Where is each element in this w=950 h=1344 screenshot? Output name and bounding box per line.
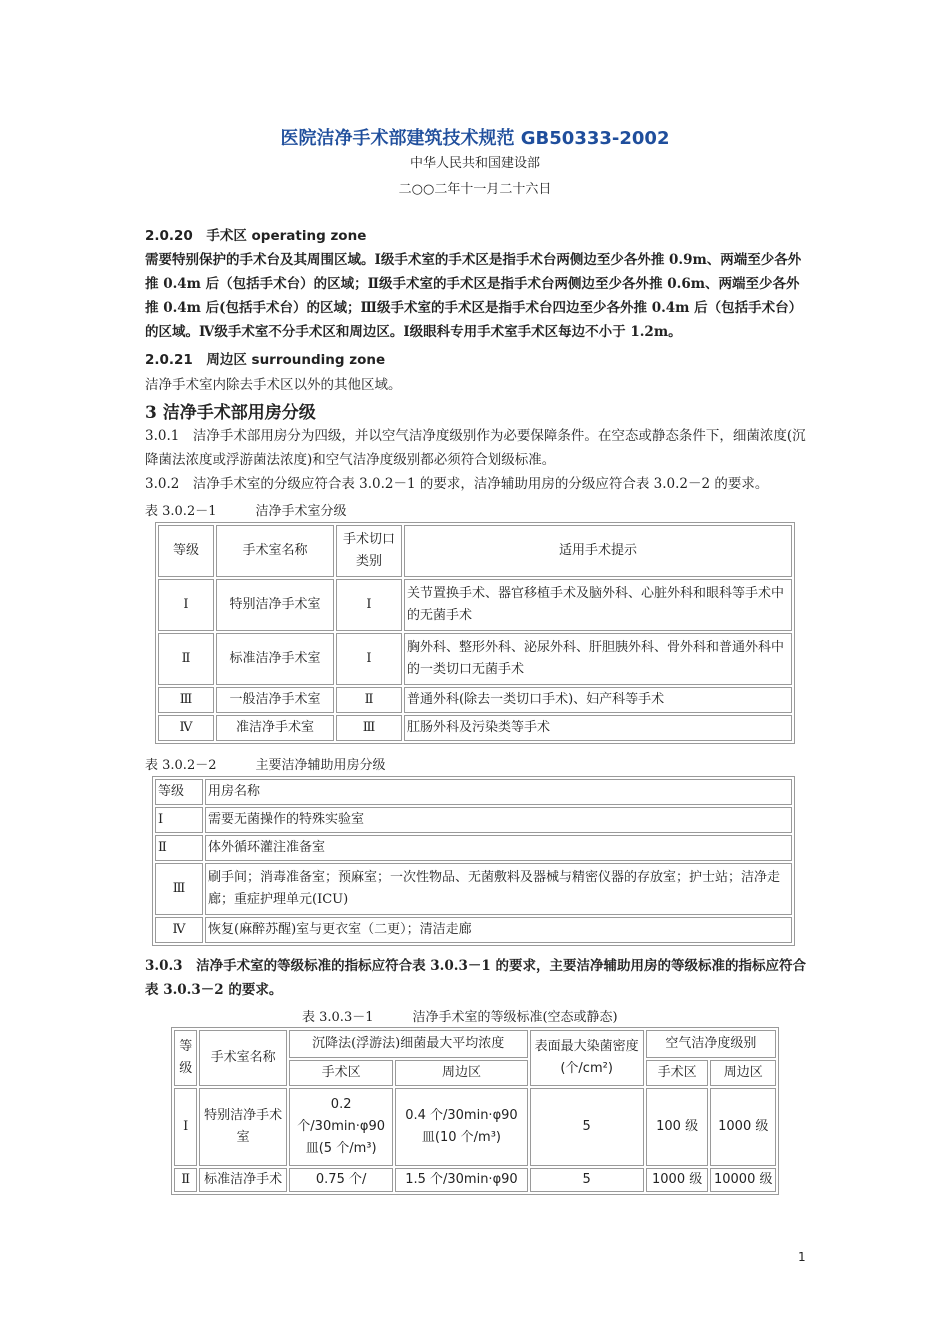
table2-caption: 表 3.0.2－2 主要洁净辅助用房分级 [145, 758, 386, 773]
table3-header-air: 空气洁净度级别 [646, 1030, 776, 1058]
table3-cell: 1000 级 [710, 1088, 776, 1166]
table1-cell: Ⅲ [158, 687, 214, 713]
section-3-0-3: 3.0.3 洁净手术室的等级标准的指标应符合表 3.0.3－1 的要求，主要洁净辅助用房的等级标准的指标应符合表 3.0.3－2 的要求。 [145, 958, 806, 998]
section-2-0-21-body: 洁净手术室内除去手术区以外的其他区域。 [145, 377, 402, 393]
table2-cell: Ⅳ [155, 917, 203, 943]
table1-cell: 关节置换手术、器官移植手术及脑外科、心脏外科和眼科等手术中的无菌手术 [404, 579, 792, 631]
table1-cell: 准洁净手术室 [216, 715, 334, 741]
table-row [155, 863, 792, 915]
table3-header-bac-op: 手术区 [289, 1060, 394, 1086]
page-number: 1 [798, 1250, 806, 1264]
table-row [155, 917, 792, 943]
table2-cell: 刷手间；消毒准备室；预麻室；一次性物品、无菌敷料及器械与精密仪器的存放室；护士站；洁净走廊；重症护理单元(ICU) [205, 863, 792, 915]
table1-cell: 胸外科、整形外科、泌尿外科、肝胆胰外科、骨外科和普通外科中的一类切口无菌手术 [404, 633, 792, 685]
table1-cell: Ⅳ [158, 715, 214, 741]
table1-cell: 肛肠外科及污染类等手术 [404, 715, 792, 741]
table3-cell: 标准洁净手术 [199, 1168, 287, 1192]
table3-cell: 10000 级 [710, 1168, 776, 1192]
table3-cell: 1000 级 [646, 1168, 709, 1192]
table1-cell: 一般洁净手术室 [216, 687, 334, 713]
table3-header-bac-sur: 周边区 [395, 1060, 527, 1086]
table3-header-grade: 等级 [174, 1030, 197, 1086]
table1-cell: Ⅰ [336, 633, 402, 685]
table3-header-surface-unit: (个/cm²) [560, 1061, 613, 1076]
table2-cell: 恢复(麻醉苏醒)室与更衣室（二更）；清洁走廊 [205, 917, 792, 943]
table-row [158, 633, 792, 685]
chapter-3-title: 3 洁净手术部用房分级 [145, 403, 316, 423]
table1-cell: Ⅰ [158, 579, 214, 631]
table2-cell: Ⅰ [155, 807, 203, 833]
table1-cell: 标准洁净手术室 [216, 633, 334, 685]
table-row [174, 1168, 776, 1192]
issuer: 中华人民共和国建设部 [409, 156, 540, 171]
table1-cell: 普通外科(除去一类切口手术)、妇产科等手术 [404, 687, 792, 713]
section-3-0-2: 3.0.2 洁净手术室的分级应符合表 3.0.2－1 的要求，洁净辅助用房的分级应符合表 3.0.2－2 的要求。 [145, 476, 769, 492]
section-3-0-1: 3.0.1 洁净手术部用房分为四级，并以空气洁净度级别作为必要保障条件。在空态或静态条件下，细菌浓度(沉降菌法浓度或浮游菌法浓度)和空气洁净度级别都必须符合划级标准。 [145, 428, 806, 468]
table3-header-air-sur: 周边区 [710, 1060, 776, 1086]
table2-cell: Ⅱ [155, 835, 203, 861]
table1-cell: Ⅱ [336, 687, 402, 713]
table-row [158, 579, 792, 631]
section-2-0-21-heading: 2.0.21 周边区 surrounding zone [145, 352, 386, 368]
table-3-0-2-1 [155, 522, 795, 744]
table-row [155, 835, 792, 861]
table3-cell: 0.75 个/ [289, 1168, 394, 1192]
table-3-0-3-1 [171, 1027, 779, 1195]
section-2-0-20-heading: 2.0.20 手术区 operating zone [145, 228, 367, 244]
table2-header-grade: 等级 [155, 779, 203, 805]
table3-cell: 0.4 个/30min·φ90 皿(10 个/m³) [395, 1088, 527, 1166]
table3-header-surface-label: 表面最大染菌密度 [534, 1039, 639, 1054]
table3-caption: 表 3.0.3－1 洁净手术室的等级标准(空态或静态) [302, 1010, 618, 1025]
table3-header-air-op: 手术区 [646, 1060, 709, 1086]
table1-header-cut: 手术切口类别 [336, 525, 402, 577]
table3-cell: 1.5 个/30min·φ90 [395, 1168, 527, 1192]
table3-cell: 特别洁净手术室 [199, 1088, 287, 1166]
table3-cell: 100 级 [646, 1088, 709, 1166]
table2-cell: Ⅲ [155, 863, 203, 915]
section-2-0-20-body: 需要特别保护的手术台及其周围区域。Ⅰ级手术室的手术区是指手术台两侧边至少各外推 0.9m、两端至少各外推 0.4m 后（包括手术台）的区域；Ⅱ级手术室的手术区是指手术台两侧边至少各外推 0.6m、两端至少各外推 0.4m 后(包括手术台）的区域；Ⅲ级手术室的手术区是指手术台四边至少各外推 0.4m 后（包括手术台）的区域。Ⅳ级手术室不分手术区和周边区。Ⅰ级眼科专用手术室手术区每边不小于 1.2m。 [145, 252, 803, 340]
table3-header-surface [530, 1030, 644, 1086]
table3-cell: 0.2 个/30min·φ90 皿(5 个/m³) [289, 1088, 394, 1166]
table1-cell: Ⅱ [158, 633, 214, 685]
table3-cell: Ⅰ [174, 1088, 197, 1166]
table2-cell: 需要无菌操作的特殊实验室 [205, 807, 792, 833]
table1-header-grade: 等级 [158, 525, 214, 577]
table-row [158, 687, 792, 713]
table1-cell: Ⅲ [336, 715, 402, 741]
table-row [158, 715, 792, 741]
page-title: 医院洁净手术部建筑技术规范 GB50333-2002 [280, 128, 670, 149]
issue-date: 二○○二年十一月二十六日 [398, 182, 552, 197]
table3-cell: Ⅱ [174, 1168, 197, 1192]
table3-header-bacteria: 沉降法(浮游法)细菌最大平均浓度 [289, 1030, 528, 1058]
table-row [174, 1088, 776, 1166]
table1-caption: 表 3.0.2－1 洁净手术室分级 [145, 504, 347, 519]
table-3-0-2-2 [152, 776, 795, 946]
table1-cell: 特别洁净手术室 [216, 579, 334, 631]
table1-header-hint: 适用手术提示 [404, 525, 792, 577]
table-row [155, 807, 792, 833]
table3-header-name: 手术室名称 [199, 1030, 287, 1086]
table1-header-name: 手术室名称 [216, 525, 334, 577]
table3-cell: 5 [530, 1088, 644, 1166]
table2-cell: 体外循环灌注准备室 [205, 835, 792, 861]
table2-header-name: 用房名称 [205, 779, 792, 805]
table1-cell: Ⅰ [336, 579, 402, 631]
table3-cell: 5 [530, 1168, 644, 1192]
